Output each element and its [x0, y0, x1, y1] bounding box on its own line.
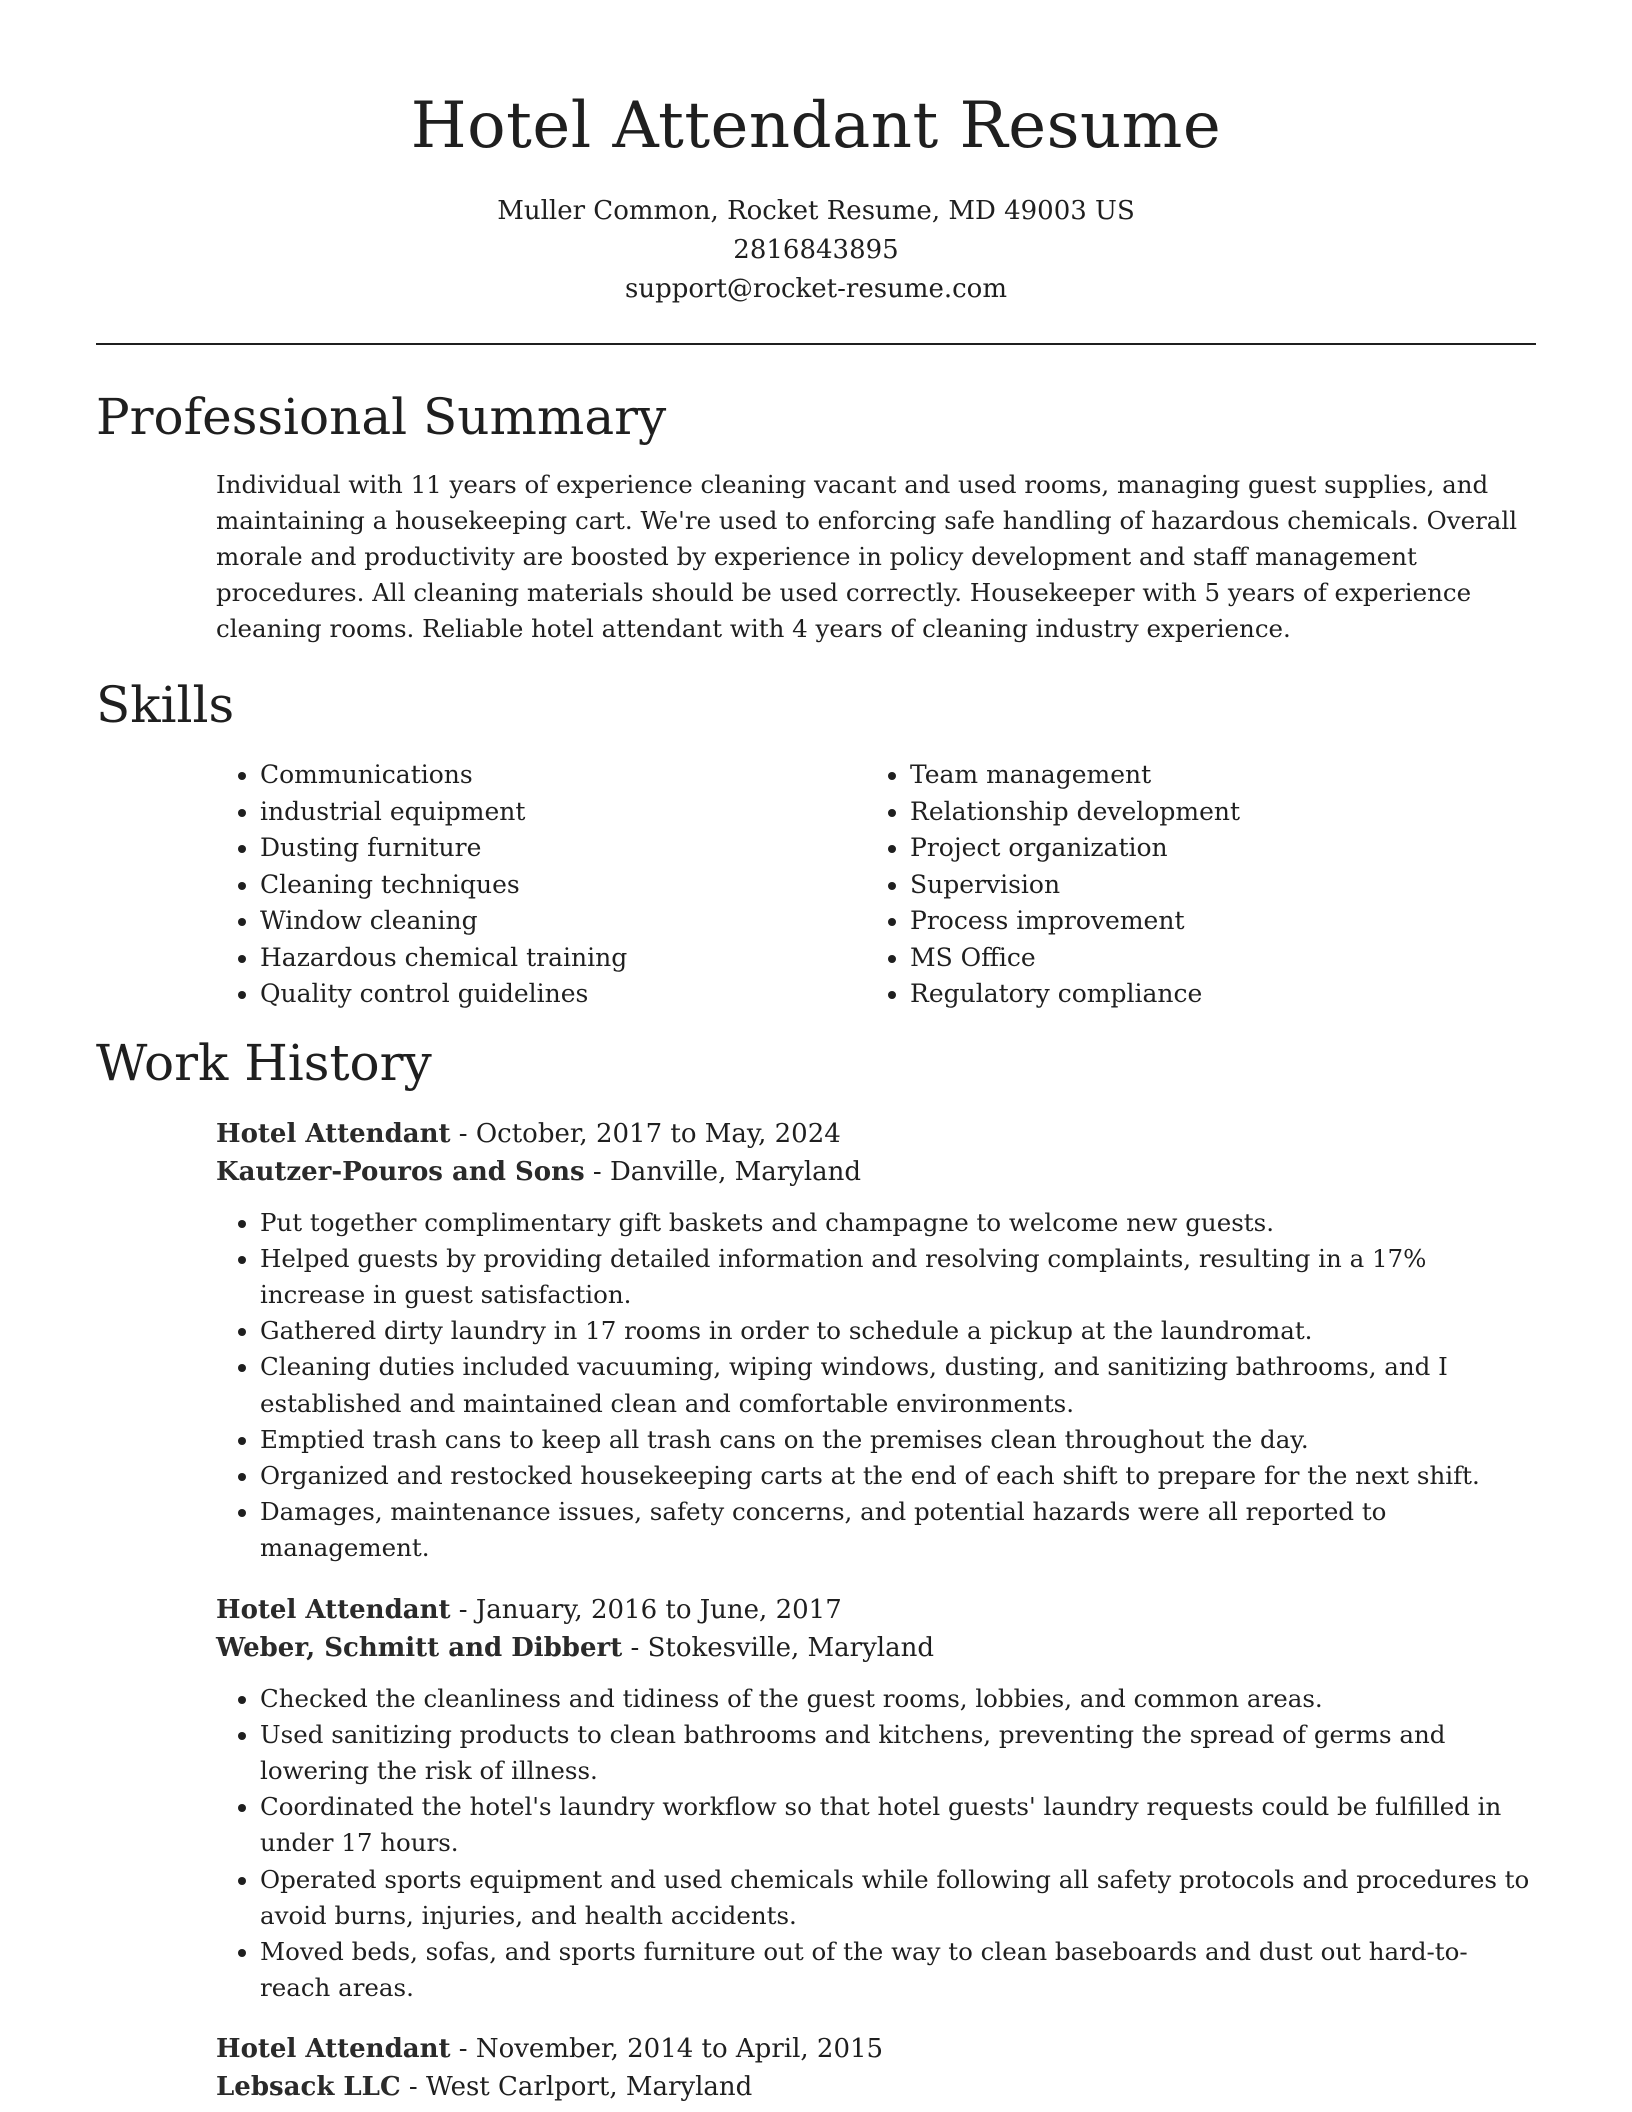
- skill-item: • industrial equipment: [260, 794, 746, 831]
- resume-page: [96, 0, 1536, 2106]
- job-bullet: • Moved beds, sofas, and sports furniture out of the way to clean baseboards and dust out hard-to-reach areas.: [260, 1934, 1536, 2006]
- skill-item: • Supervision: [910, 867, 1510, 904]
- summary-text: Individual with 11 years of experience cleaning vacant and used rooms, managing guest supplies, and maintaining a housekeeping cart. We're used to enforcing safe handling of hazardous chemicals. Overall morale and productivity are boosted by experience in policy development and staff management procedures. All cleaning materials should be used correctly. Housekeeper with 5 years of experience cleaning rooms. Reliable hotel attendant with 4 years of cleaning industry experience.: [216, 470, 1518, 643]
- job-bullet: • Helped guests by providing detailed information and resolving complaints, resulting in a 17% increase in guest satisfaction.: [260, 1241, 1536, 1313]
- skill-item: • Regulatory compliance: [910, 976, 1510, 1013]
- job-bullet: • Coordinated the hotel's laundry workflow so that hotel guests' laundry requests could be fulfilled in under 17 hours.: [260, 1789, 1536, 1861]
- job-bullet: • Checked the cleanliness and tidiness of the guest rooms, lobbies, and common areas.: [260, 1681, 1536, 1717]
- job-company-line: Weber, Schmitt and Dibbert - Stokesville, Maryland: [216, 1632, 934, 1663]
- resume-title: Hotel Attendant Resume: [410, 89, 1222, 163]
- skill-item: • Team management: [910, 757, 1510, 794]
- job-bullet: • Organized and restocked housekeeping carts at the end of each shift to prepare for the next shift.: [260, 1458, 1536, 1494]
- job-dates: October, 2017 to May, 2024: [475, 1118, 841, 1149]
- job-title-line: Hotel Attendant - October, 2017 to May, 2024: [216, 1118, 841, 1149]
- skill-item: • Project organization: [910, 830, 1510, 867]
- skill-item: • Dusting furniture: [260, 830, 746, 867]
- contact-address: Muller Common, Rocket Resume, MD 49003 US: [497, 196, 1135, 226]
- skills-column-right: [746, 757, 1510, 1013]
- job-dates: November, 2014 to April, 2015: [475, 2034, 884, 2065]
- skill-item: • Communications: [260, 757, 746, 794]
- job-bullets: [216, 1681, 1536, 2007]
- skills-column-left: [96, 757, 746, 1013]
- job-company: Weber, Schmitt and Dibbert: [216, 1632, 623, 1663]
- skills-list: [96, 757, 1536, 1013]
- job-title-line: Hotel Attendant - November, 2014 to April, 2015: [216, 2034, 884, 2065]
- job-entry: [216, 2030, 1536, 2106]
- job-location: Danville, Maryland: [609, 1156, 862, 1187]
- job-bullet: • Used sanitizing products to clean bathrooms and kitchens, preventing the spread of germs and lowering the risk of illness.: [260, 1717, 1536, 1789]
- job-bullets: [216, 1205, 1536, 1567]
- job-title: Hotel Attendant: [216, 2034, 451, 2065]
- work-history-heading: Work History: [96, 1033, 432, 1092]
- job-location: West Carlport, Maryland: [425, 2072, 753, 2103]
- job-bullet: • Put together complimentary gift baskets and champagne to welcome new guests.: [260, 1205, 1536, 1241]
- skills-heading: Skills: [96, 676, 235, 734]
- job-company-line: Lebsack LLC - West Carlport, Maryland: [216, 2072, 753, 2103]
- skill-item: • Relationship development: [910, 794, 1510, 831]
- job-title-line: Hotel Attendant - January, 2016 to June, 2017: [216, 1594, 842, 1625]
- skill-item: • Cleaning techniques: [260, 867, 746, 904]
- skill-item: • Process improvement: [910, 903, 1510, 940]
- header-divider: [96, 343, 1536, 345]
- contact-phone: 2816843895: [733, 235, 899, 265]
- job-title: Hotel Attendant: [216, 1594, 451, 1625]
- job-location: Stokesville, Maryland: [647, 1632, 934, 1663]
- job-company: Kautzer-Pouros and Sons: [216, 1156, 585, 1187]
- skill-item: • MS Office: [910, 940, 1510, 977]
- job-bullet: • Operated sports equipment and used chemicals while following all safety protocols and procedures to avoid burns, injuries, and health accidents.: [260, 1862, 1536, 1934]
- job-title: Hotel Attendant: [216, 1118, 451, 1149]
- skill-item: • Hazardous chemical training: [260, 940, 746, 977]
- job-bullet: • Emptied trash cans to keep all trash cans on the premises clean throughout the day.: [260, 1422, 1536, 1458]
- skill-item: • Window cleaning: [260, 903, 746, 940]
- job-dates: January, 2016 to June, 2017: [475, 1594, 842, 1625]
- contact-block: [96, 192, 1536, 309]
- resume-header: [96, 0, 1536, 309]
- job-bullet: • Gathered dirty laundry in 17 rooms in order to schedule a pickup at the laundromat.: [260, 1313, 1536, 1349]
- job-company-line: Kautzer-Pouros and Sons - Danville, Maryland: [216, 1156, 862, 1187]
- job-company: Lebsack LLC: [216, 2072, 401, 2103]
- job-entry: [216, 1115, 1536, 1567]
- summary-heading: Professional Summary: [96, 388, 667, 446]
- skill-item: • Quality control guidelines: [260, 976, 746, 1013]
- job-bullet: • Damages, maintenance issues, safety concerns, and potential hazards were all reported to management.: [260, 1494, 1536, 1566]
- contact-email: support@rocket-resume.com: [624, 274, 1007, 304]
- job-entry: [216, 1591, 1536, 2007]
- job-bullet: • Cleaning duties included vacuuming, wiping windows, dusting, and sanitizing bathrooms, and I established and maintained clean and comfortable environments.: [260, 1349, 1536, 1421]
